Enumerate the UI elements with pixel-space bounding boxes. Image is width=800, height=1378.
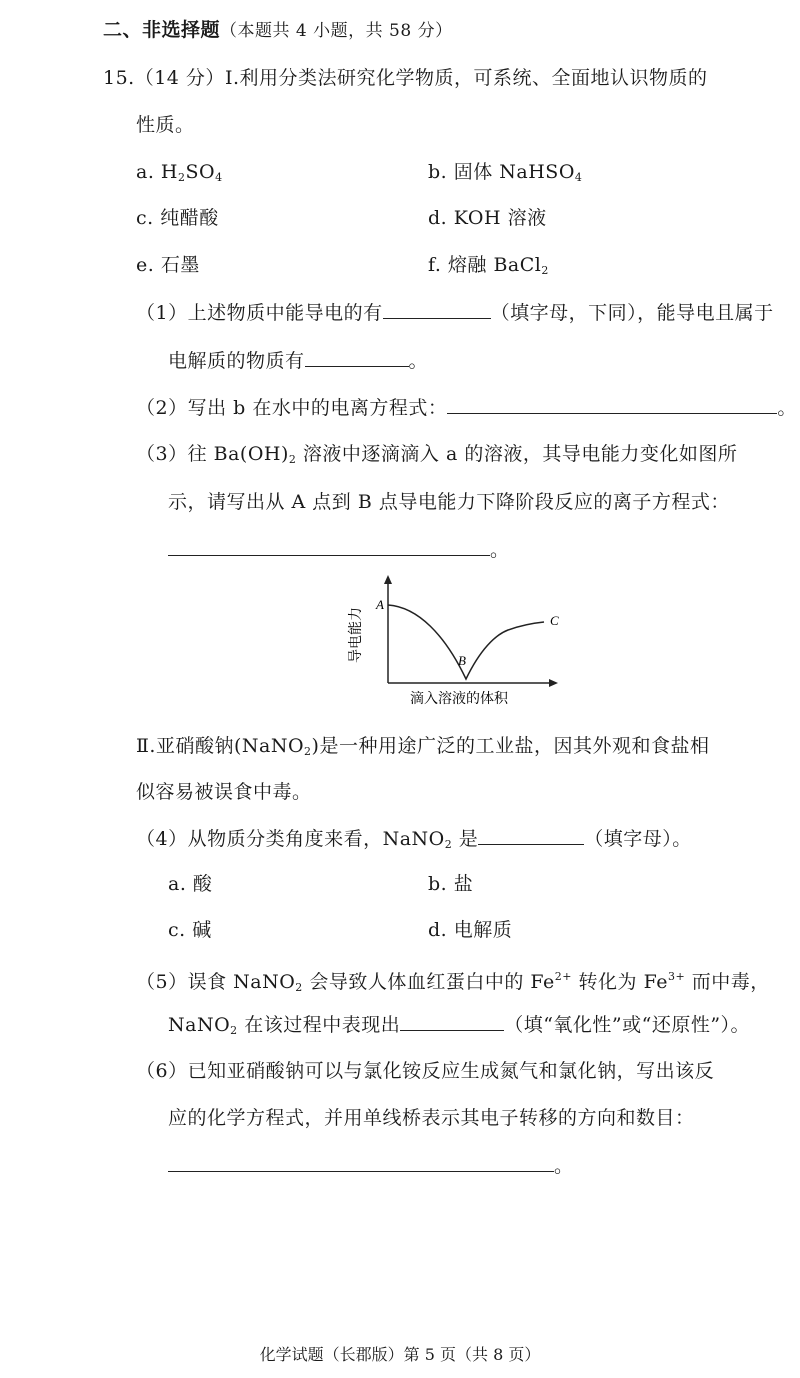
answer-blank-1b[interactable]: [305, 348, 409, 367]
sub1-text-d: 。: [408, 350, 429, 372]
answer-blank-1a[interactable]: [383, 300, 491, 319]
part2-text-b: )是一种用途广泛的工业盐，因其外观和食盐相: [311, 735, 710, 757]
sub3-line3: [168, 537, 510, 562]
part1-label: Ⅰ.: [224, 67, 240, 89]
sub2-text-a: （2）写出 b 在水中的电离方程式：: [136, 397, 448, 419]
option-a-so: SO: [185, 161, 216, 183]
part2-text-a: 亚硝酸钠(NaNO: [155, 735, 305, 757]
option-c: c. 纯醋酸: [136, 207, 219, 229]
part2-line1: [136, 734, 709, 764]
sub4-text-c: （填字母）。: [584, 828, 692, 850]
option-f-sub: 2: [541, 264, 549, 277]
section-title: 二、非选择题: [103, 19, 221, 41]
sub5-text-g: （填“氧化性”或“还原性”）。: [504, 1014, 751, 1036]
sub4-option-c: c. 碱: [168, 919, 212, 941]
q15-intro-line2: 性质。: [136, 114, 195, 136]
sub1-line2: [168, 348, 428, 373]
conductivity-curve: [388, 605, 544, 679]
sub4-text-b: 是: [452, 828, 479, 850]
option-f-main: f. 熔融 BaCl: [428, 254, 542, 276]
sub5-text-c: 转化为 Fe: [571, 971, 668, 993]
sub5-line1: [136, 965, 770, 1000]
sub4-option-d: d. 电解质: [428, 919, 513, 941]
answer-blank-5[interactable]: [400, 1012, 504, 1031]
option-b-main: 固体 NaHSO: [453, 161, 575, 183]
option-d: d. KOH 溶液: [428, 207, 547, 229]
option-f: [428, 253, 549, 283]
sub3-text-a: （3）往 Ba(OH): [136, 443, 289, 465]
sub4-line: [136, 826, 692, 857]
y-axis-arrow: [384, 575, 392, 584]
sub3-line1: [136, 442, 737, 472]
part2-label: Ⅱ.: [136, 735, 156, 757]
sub5-sub2: 2: [230, 1024, 238, 1037]
part2-line2: 似容易被误食中毒。: [136, 781, 312, 803]
page-footer: 化学试题（长郡版）第 5 页（共 8 页）: [259, 1345, 541, 1364]
point-b-label: B: [458, 653, 466, 668]
point-a-label: A: [376, 597, 384, 612]
answer-blank-4[interactable]: [478, 826, 584, 845]
sub6-text-c: 。: [554, 1155, 574, 1177]
x-axis-label: 滴入溶液的体积: [410, 691, 508, 707]
sub5-text-e: NaNO: [168, 1014, 231, 1036]
sub3-sub: 2: [288, 453, 297, 466]
y-axis-label: 导电能力: [348, 607, 364, 663]
sub5-sup2: 3+: [667, 970, 686, 983]
sub4-option-a: a. 酸: [168, 873, 213, 895]
answer-blank-2[interactable]: [447, 395, 777, 414]
answer-blank-6[interactable]: [168, 1153, 554, 1172]
sub1-text-a: （1）上述物质中能导电的有: [136, 302, 383, 324]
answer-blank-3[interactable]: [168, 537, 490, 556]
part2-sub: 2: [304, 745, 312, 758]
sub1-text-b: （填字母，下同），能导电且属于: [490, 302, 774, 324]
option-b: [428, 160, 582, 190]
sub4-text-a: （4）从物质分类角度来看，NaNO: [136, 828, 445, 850]
sub5-text-a: （5）误食 NaNO: [136, 971, 296, 993]
sub6-line1: （6）已知亚硝酸钠可以与氯化铵反应生成氮气和氯化钠，写出该反: [136, 1060, 715, 1082]
q15-number: 15.: [103, 67, 135, 89]
sub5-text-d: 而中毒，: [685, 971, 770, 993]
sub1-line1: [136, 300, 774, 325]
sub3-line2: 示，请写出从 A 点到 B 点导电能力下降阶段反应的离子方程式：: [168, 491, 730, 513]
x-axis-arrow: [549, 679, 558, 687]
q15-intro-line1: [103, 66, 708, 90]
option-a-h: H: [160, 161, 178, 183]
sub2-text-b: 。: [777, 397, 797, 419]
q15-score: （14 分）: [134, 67, 225, 89]
option-a-label: a.: [136, 161, 161, 183]
sub2-line: [136, 395, 797, 420]
sub5-text-b: 会导致人体血红蛋白中的 Fe: [302, 971, 555, 993]
sub3-text-b: 溶液中逐滴滴入 a 的溶液，其导电能力变化如图所: [296, 443, 738, 465]
sub3-text-d: 。: [490, 539, 510, 561]
sub5-text-f: 在该过程中表现出: [237, 1014, 401, 1036]
point-c-label: C: [550, 613, 559, 628]
sub4-sub: 2: [444, 838, 453, 851]
option-a-sub1: 2: [178, 171, 186, 184]
section-note: （本题共 4 小题，共 58 分）: [220, 21, 453, 41]
sub6-line3: [168, 1153, 574, 1178]
sub5-sup1: 2+: [554, 970, 572, 983]
option-b-label: b.: [428, 161, 454, 183]
conductivity-graph: [340, 575, 570, 710]
sub4-option-b: b. 盐: [428, 873, 474, 895]
sub1-text-c: 电解质的物质有: [168, 350, 305, 372]
sub5-line2: [168, 1012, 750, 1043]
section-heading: [103, 18, 453, 43]
option-e: e. 石墨: [136, 254, 200, 276]
option-a-sub2: 4: [215, 171, 223, 184]
sub5-sub: 2: [295, 981, 303, 994]
option-a: [136, 160, 223, 190]
intro-text-1: 利用分类法研究化学物质，可系统、全面地认识物质的: [239, 67, 708, 89]
sub6-line2: 应的化学方程式，并用单线桥表示其电子转移的方向和数目：: [168, 1107, 695, 1129]
option-b-sub: 4: [574, 171, 583, 184]
